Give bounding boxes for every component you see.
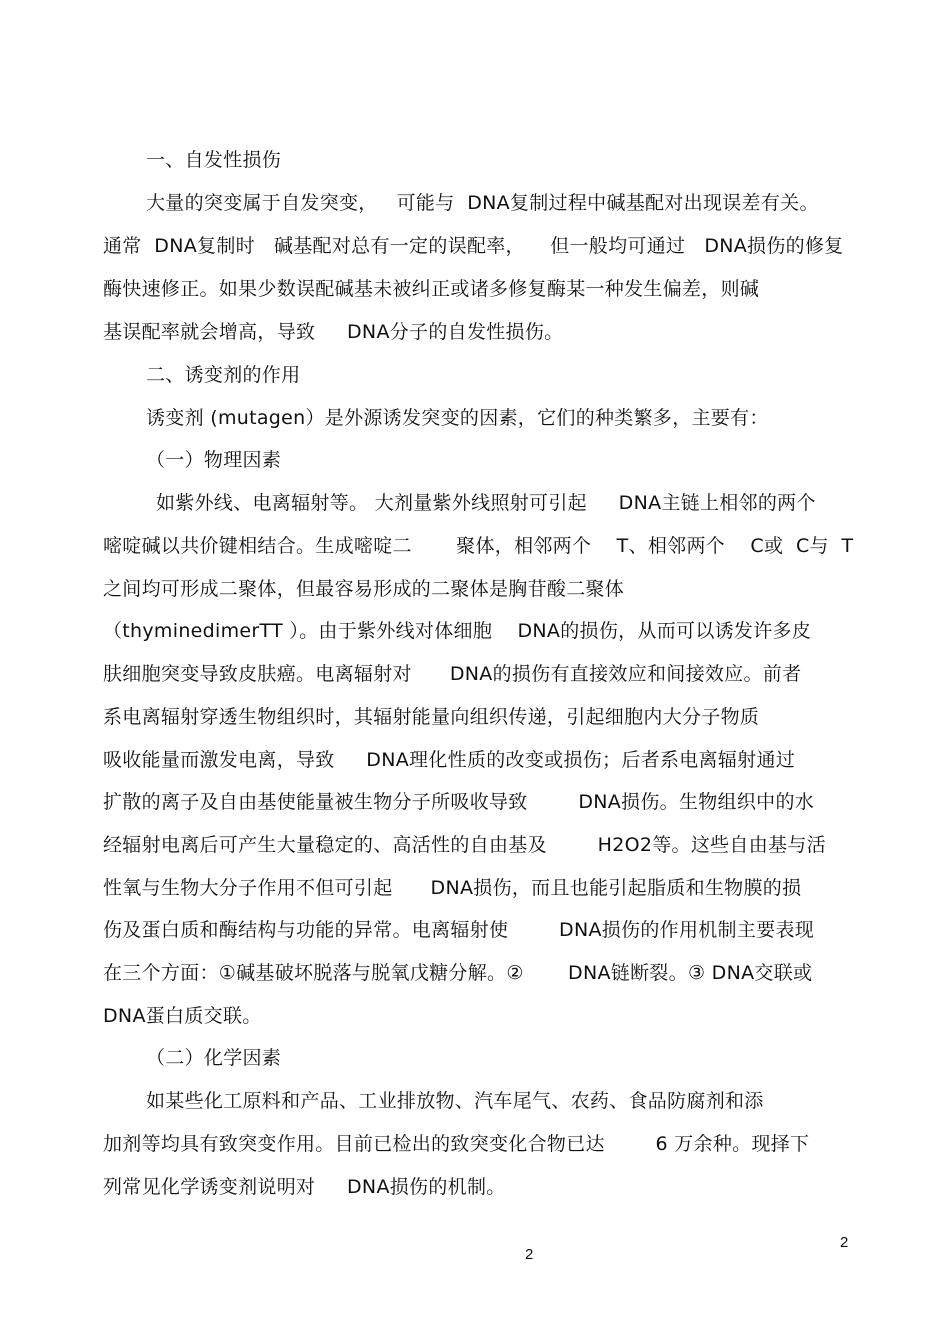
paragraph-line: 大量的突变属于自发突变， 可能与 DNA复制过程中碱基配对出现误差有关。 bbox=[146, 192, 819, 214]
paragraph-line: 如紫外线、电离辐射等。 大剂量紫外线照射可引起 DNA主链上相邻的两个 bbox=[156, 492, 816, 514]
subsection-heading-chemical: （二）化学因素 bbox=[146, 1047, 282, 1069]
paragraph-line: 加剂等均具有致突变作用。目前已检出的致突变化合物已达 6 万余种。现择下 bbox=[103, 1133, 810, 1155]
paragraph-line: 系电离辐射穿透生物组织时，其辐射能量向组织传递，引起细胞内大分子物质 bbox=[103, 706, 760, 728]
paragraph-line: 诱变剂 (mutagen）是外源诱发突变的因素，它们的种类繁多，主要有： bbox=[146, 407, 769, 429]
subsection-heading-physical: （一）物理因素 bbox=[146, 449, 282, 471]
section-heading-spontaneous-damage: 一、自发性损伤 bbox=[146, 149, 282, 171]
paragraph-line: （thyminedimerTT ）。由于紫外线对体细胞 DNA的损伤，从而可以诱发许多皮 bbox=[103, 620, 812, 642]
paragraph-line: 性氧与生物大分子作用不但可引起 DNA损伤，而且也能引起脂质和生物膜的损 bbox=[103, 877, 802, 899]
page-number-right: 2 bbox=[840, 1234, 849, 1251]
paragraph-line: 肤细胞突变导致皮肤癌。电离辐射对 DNA的损伤有直接效应和间接效应。前者 bbox=[103, 663, 802, 685]
paragraph-line: 伤及蛋白质和酶结构与功能的异常。电离辐射使 DNA损伤的作用机制主要表现 bbox=[103, 919, 815, 941]
paragraph-line: 通常 DNA复制时 碱基配对总有一定的误配率， 但一般均可通过 DNA损伤的修复 bbox=[103, 235, 844, 257]
paragraph-line: 酶快速修正。如果少数误配碱基未被纠正或诸多修复酶某一种发生偏差，则碱 bbox=[103, 278, 760, 300]
paragraph-line: 扩散的离子及自由基使能量被生物分子所吸收导致 DNA损伤。生物组织中的水 bbox=[103, 791, 815, 813]
paragraph-line: 之间均可形成二聚体，但最容易形成的二聚体是胸苷酸二聚体 bbox=[103, 578, 625, 600]
paragraph-line: 列常见化学诱变剂说明对 DNA损伤的机制。 bbox=[103, 1176, 506, 1198]
paragraph-line: 在三个方面：①碱基破坏脱落与脱氧戊糖分解。② DNA链断裂。③ DNA交联或 bbox=[103, 962, 813, 984]
page-number-center: 2 bbox=[525, 1246, 534, 1263]
section-heading-mutagens: 二、诱变剂的作用 bbox=[146, 364, 301, 386]
paragraph-line: DNA蛋白质交联。 bbox=[103, 1005, 262, 1027]
paragraph-line: 经辐射电离后可产生大量稳定的、高活性的自由基及 H2O2等。这些自由基与活 bbox=[103, 834, 826, 856]
paragraph-line: 基误配率就会增高，导致 DNA分子的自发性损伤。 bbox=[103, 321, 564, 343]
paragraph-line: 嘧啶碱以共价键相结合。生成嘧啶二 聚体，相邻两个 T、相邻两个 C或 C与 T bbox=[103, 535, 854, 557]
paragraph-line: 吸收能量而激发电离，导致 DNA理化性质的改变或损伤；后者系电离辐射通过 bbox=[103, 749, 796, 771]
paragraph-line: 如某些化工原料和产品、工业排放物、汽车尾气、农药、食品防腐剂和添 bbox=[146, 1090, 764, 1112]
